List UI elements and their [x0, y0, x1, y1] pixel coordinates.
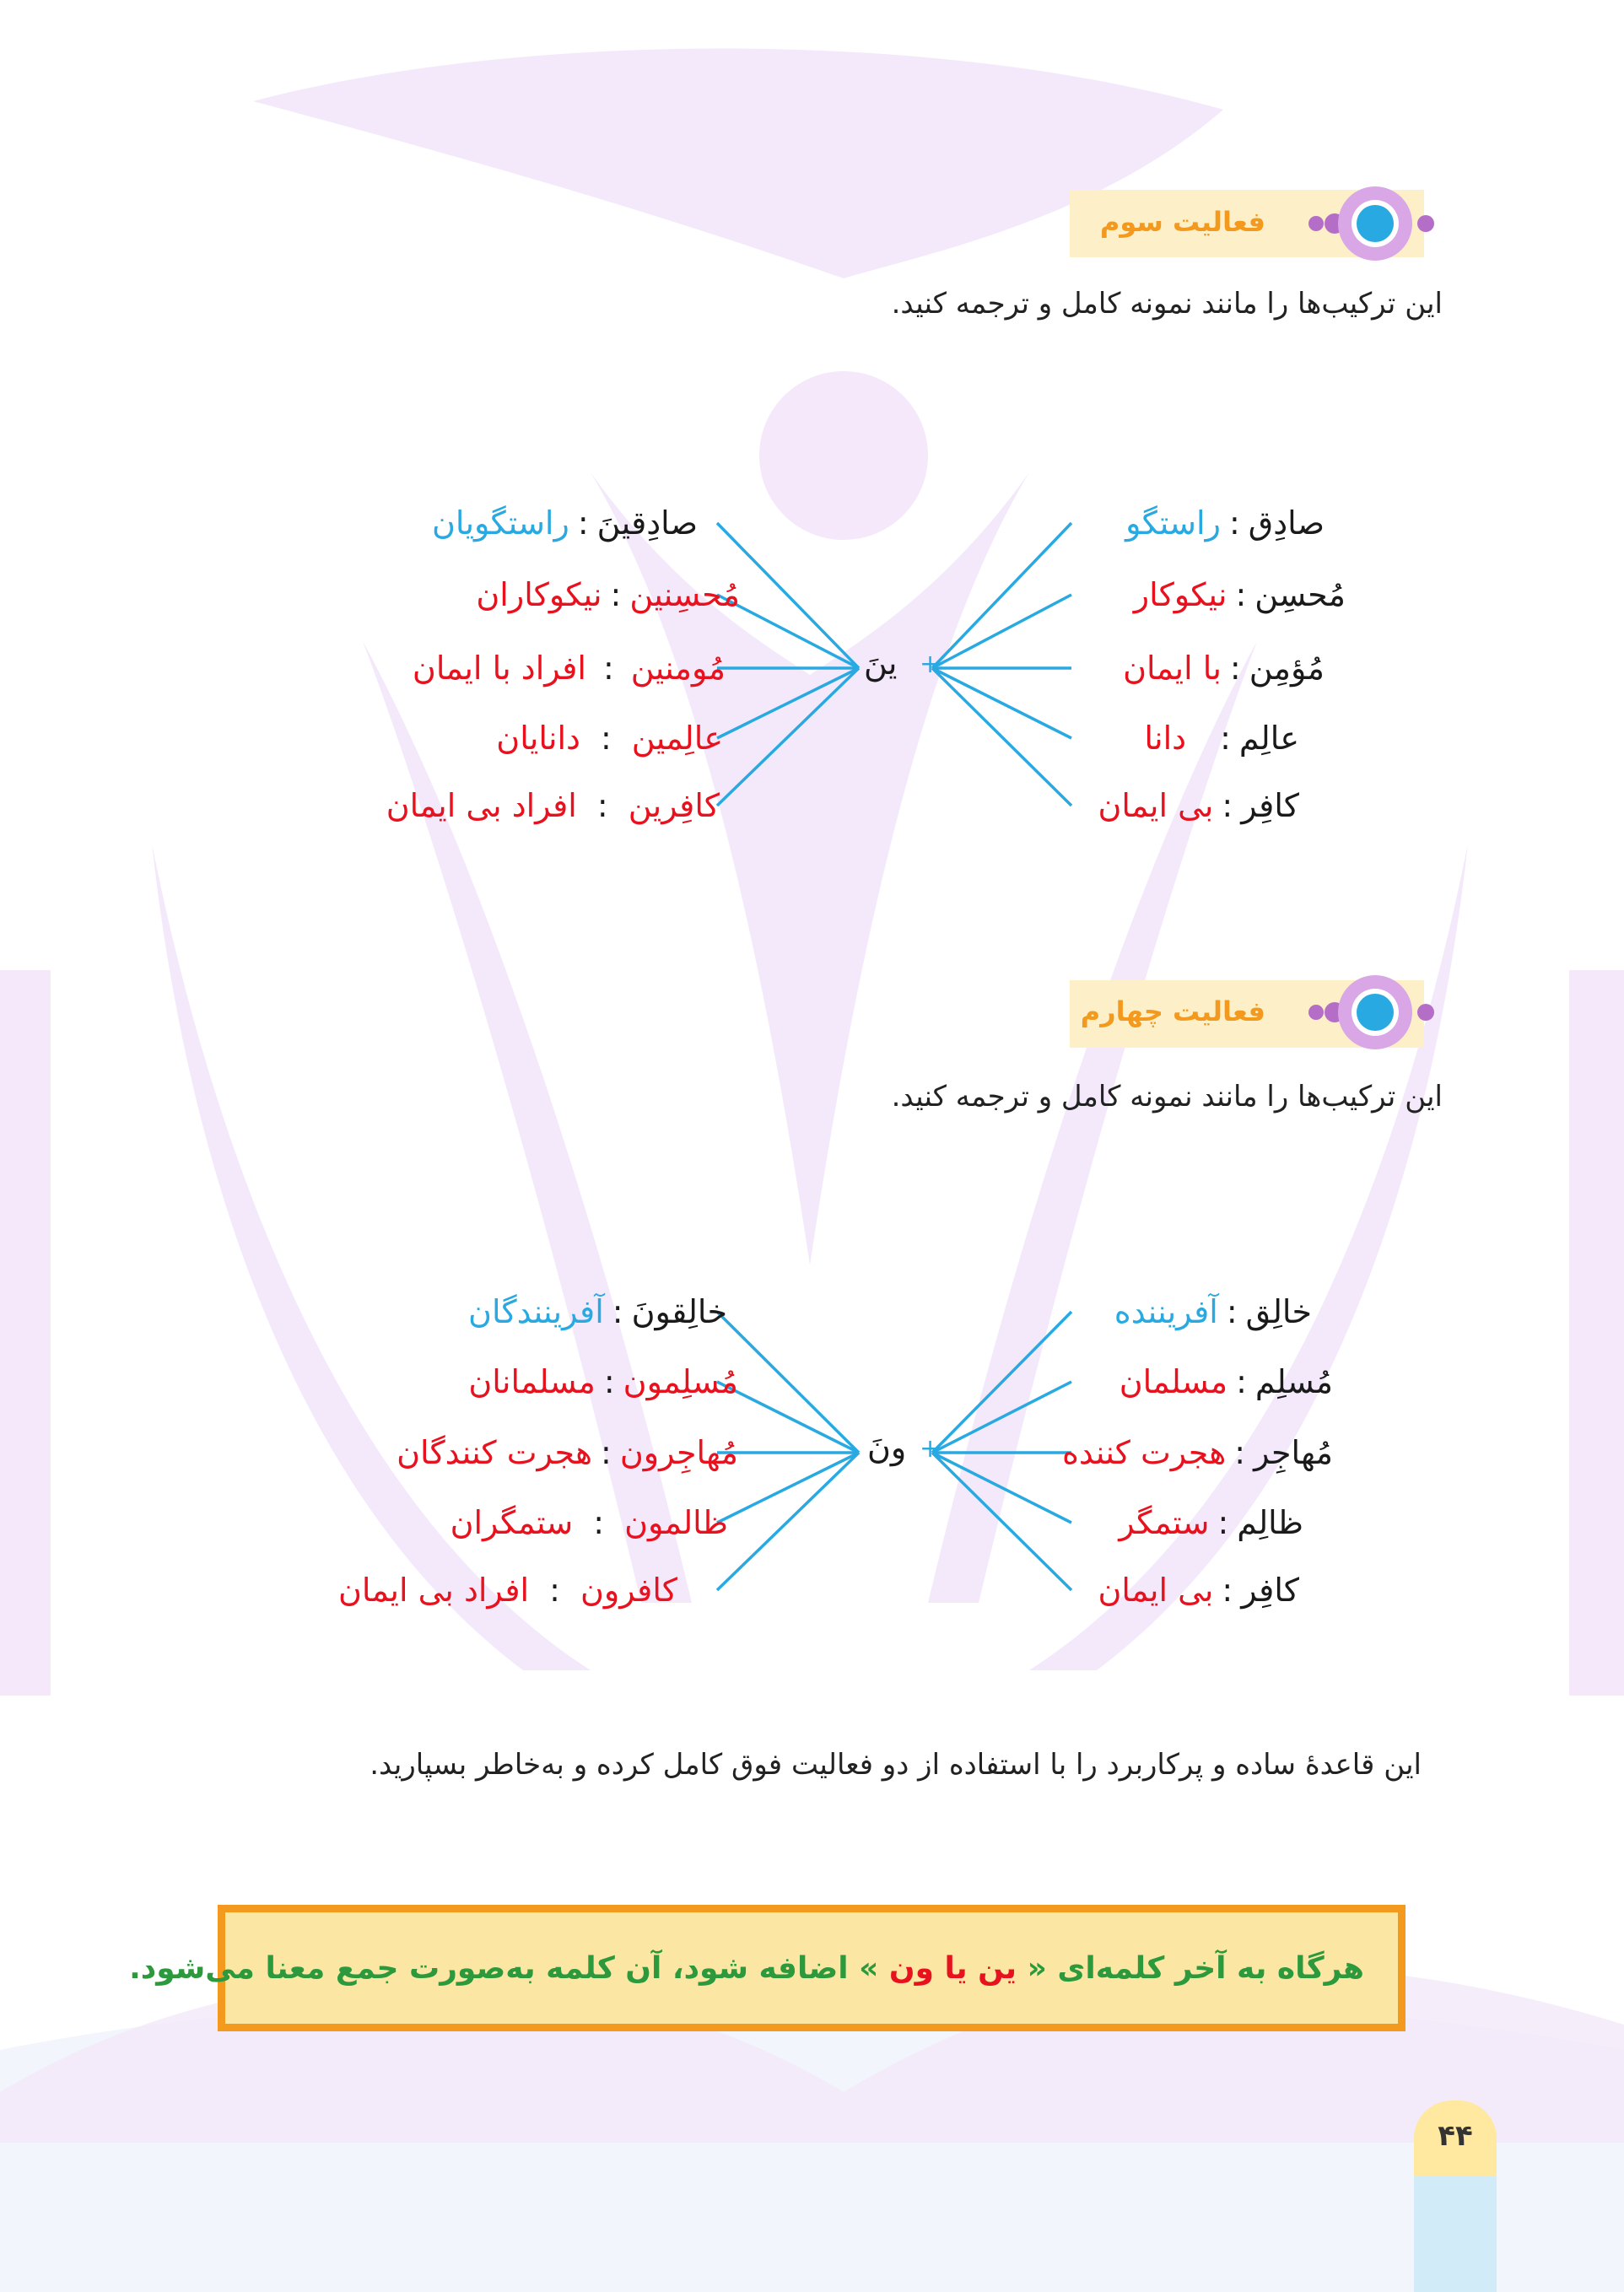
rule-intro-text: این قاعدهٔ ساده و پرکاربرد را با استفاده از دو فعالیت فوق کامل کرده و به‌خاطر بسپارید. [370, 1748, 1422, 1782]
activity4-plural-row: مُسلِمون:مسلمانان [468, 1363, 738, 1400]
rule-box [129, 1905, 1405, 2031]
activity4-singular-row: کافِر:بی ایمان [1098, 1572, 1299, 1609]
rule-box-text: هرگاه به آخر کلمه‌ای « ین یا ون » اضافه شود، آن کلمه به‌صورت جمع معنا می‌شود. [129, 1951, 1364, 1986]
activity4-singular-row: مُهاجِر:هجرت کننده [1062, 1434, 1333, 1471]
activity4-connector-lines [0, 844, 1624, 1687]
activity4-title: فعالیت چهارم [1080, 995, 1265, 1027]
activity3-plural-row: مُومنین:افراد با ایمان [412, 650, 726, 687]
activity4-suffix: ونَ [867, 1429, 907, 1466]
activity3-plural-row: صادِقینَ:راستگویان [431, 504, 698, 542]
activity4-plural-row: کافرون:افراد بی ایمان [337, 1572, 677, 1609]
activity4-singular-row: ظالِم:ستمگر [1119, 1504, 1303, 1541]
activity3-singular-row: عالِم:دانا [1144, 720, 1299, 757]
activity3-instruction: این ترکیب‌ها را مانند نمونه کامل و ترجمه کنید. [891, 287, 1443, 321]
activity3-singular-row: کافِر:بی ایمان [1098, 787, 1299, 824]
activity3-singular-row: مُؤمِن:با ایمان [1123, 650, 1325, 687]
activity3-plus-sign: + [920, 650, 941, 679]
activity4-plural-row: ظالمون:ستمگران [450, 1504, 728, 1541]
activity3-plural-row: کافِرین:افراد بی ایمان [386, 787, 720, 824]
activity4-plural-row: مُهاجِرون:هجرت کنندگان [397, 1434, 738, 1471]
activity3-plural-row: عالِمین:دانایان [496, 720, 723, 757]
activity3-plural-row: مُحسِنین:نیکوکاران [476, 576, 740, 613]
activity3-singular-row: صادِق:راستگو [1125, 504, 1325, 542]
activity3-suffix: ینَ [864, 644, 898, 682]
activity3-title: فعالیت سوم [1099, 206, 1265, 238]
page-number: ۴۴ [1438, 2119, 1473, 2153]
activity4-singular-row: خالِق:آفریننده [1114, 1293, 1312, 1330]
activity3-connector-lines [0, 0, 1624, 928]
activity4-singular-row: مُسلِم:مسلمان [1119, 1363, 1333, 1400]
activity4-plus-sign: + [920, 1434, 941, 1464]
activity4-plural-row: خالِقونَ:آفرینندگان [468, 1293, 727, 1330]
activity3-singular-row: مُحسِن:نیکوکار [1133, 576, 1346, 613]
activity4-instruction: این ترکیب‌ها را مانند نمونه کامل و ترجمه کنید. [891, 1080, 1443, 1114]
